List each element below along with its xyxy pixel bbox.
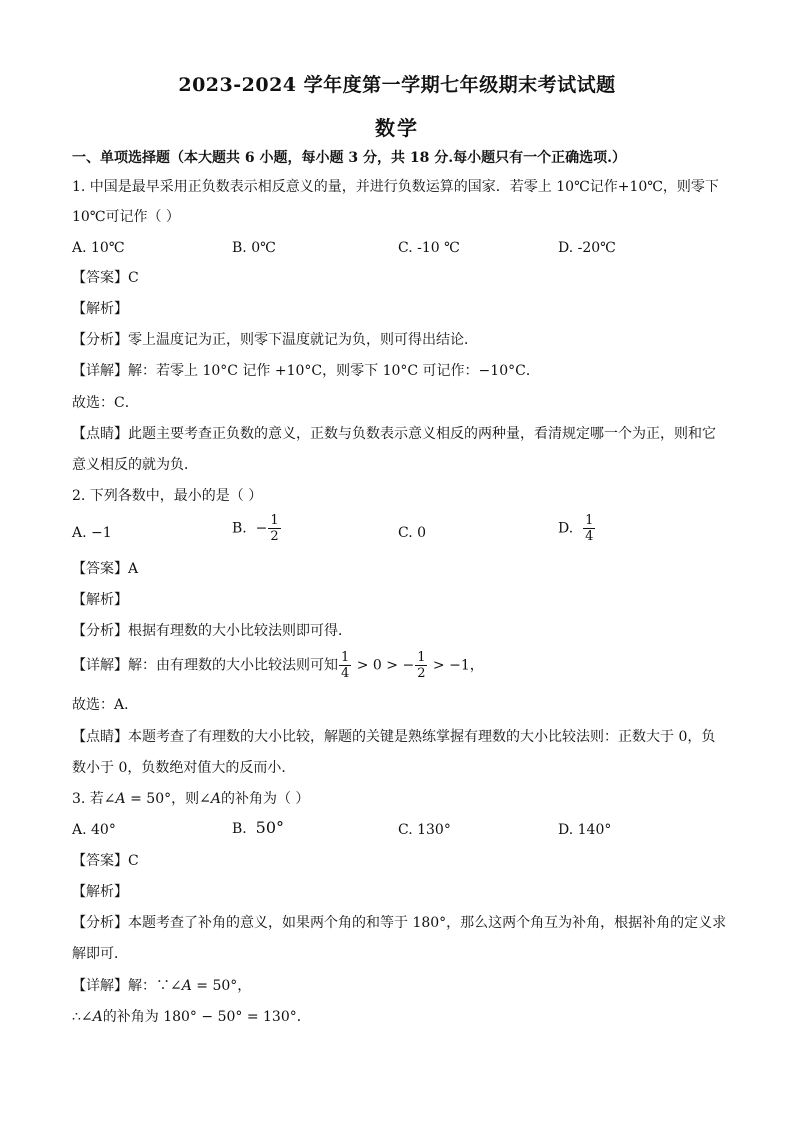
- q2-xiangjie-fraction-1: $\frac{1}{4}$: [341, 650, 350, 681]
- q2-option-b-label: B.: [232, 520, 247, 537]
- q3-analysis-label: 【解析】: [72, 884, 128, 900]
- q2-option-b-fraction: $\frac{1}{2}$: [270, 513, 279, 544]
- q2-option-d: [558, 513, 596, 544]
- q2-option-d-label: D.: [558, 520, 574, 537]
- q3-option-b: B. 50°: [232, 818, 285, 837]
- q2-option-d-fraction: $\frac{1}{4}$: [585, 513, 594, 544]
- q2-dianjing-line2: 数小于 0，负数绝对值大的反而小．: [72, 760, 296, 776]
- q3-stem: 3. 若∠A = 50°，则∠A的补角为（ ）: [72, 791, 310, 807]
- q2-conclusion: 故选：A．: [72, 697, 139, 713]
- q3-option-d: D. 140°: [558, 822, 612, 838]
- q1-stem-line2: 10℃可记作（ ）: [72, 209, 180, 225]
- q2-answer: 【答案】A: [72, 561, 139, 577]
- q2-analysis-label: 【解析】: [72, 592, 128, 608]
- q2-option-b-sign: −: [255, 520, 268, 537]
- q2-option-c: C. 0: [398, 525, 427, 541]
- q1-answer: 【答案】C: [72, 270, 139, 286]
- q1-dianjing-line1: 【点睛】此题主要考查正负数的意义，正数与负数表示意义相反的两种量，看清规定哪一个为正，则和它: [72, 426, 716, 442]
- q2-stem: 2. 下列各数中，最小的是（ ）: [72, 488, 263, 504]
- q2-option-b: [232, 513, 282, 544]
- q1-analysis-label: 【解析】: [72, 301, 128, 317]
- q3-fenxi-line2: 解即可．: [72, 946, 128, 962]
- q2-xiangjie-fraction-2: $\frac{1}{2}$: [417, 650, 426, 681]
- q1-stem-line1: 1. 中国是最早采用正负数表示相反意义的量，并进行负数运算的国家．若零上 10℃记作+10℃，则零下: [72, 179, 719, 195]
- q1-option-a: A. 10℃: [72, 240, 125, 256]
- q1-fenxi: 【分析】零上温度记为正，则零下温度就记为负，则可得出结论．: [72, 332, 478, 348]
- q1-conclusion: 故选：C．: [72, 395, 139, 411]
- q2-option-a: A. −1: [72, 525, 112, 541]
- q2-xiangjie: 【详解】解：由有理数的大小比较法则可知 $\frac{1}{4}$ > 0 > − $\frac{1}{2}$ > −1，: [72, 650, 484, 681]
- q1-option-d: D. -20℃: [558, 240, 616, 256]
- q3-answer: 【答案】C: [72, 853, 139, 869]
- q3-option-b-value: 50°: [255, 818, 285, 837]
- q2-dianjing-line1: 【点睛】本题考查了有理数的大小比较，解题的关键是熟练掌握有理数的大小比较法则：正数大于 0，负: [72, 729, 716, 745]
- q3-fenxi-line1: 【分析】本题考查了补角的意义，如果两个角的和等于 180°，那么这两个角互为补角，根据补角的定义求: [72, 915, 727, 931]
- q1-option-b: B. 0℃: [232, 240, 276, 256]
- page-title: 2023-2024 学年度第一学期七年级期末考试试题: [178, 74, 616, 96]
- subject-heading: 数学: [375, 116, 419, 140]
- q1-dianjing-line2: 意义相反的就为负．: [72, 457, 198, 473]
- q3-option-a: A. 40°: [72, 822, 116, 838]
- q1-xiangjie: 【详解】解：若零上 10°C 记作 +10°C，则零下 10°C 可记作：−10°C．: [72, 363, 540, 379]
- q2-fenxi: 【分析】根据有理数的大小比较法则即可得．: [72, 623, 352, 639]
- section-heading: 一、单项选择题（本大题共 6 小题，每小题 3 分，共 18 分.每小题只有一个正确选项.）: [72, 150, 626, 166]
- q3-option-c: C. 130°: [398, 822, 451, 838]
- q3-final: ∴∠A的补角为 180° − 50° = 130°．: [72, 1009, 311, 1025]
- q3-xiangjie: 【详解】解：∵∠A = 50°，: [72, 978, 252, 994]
- q1-option-c: C. -10 ℃: [398, 240, 460, 256]
